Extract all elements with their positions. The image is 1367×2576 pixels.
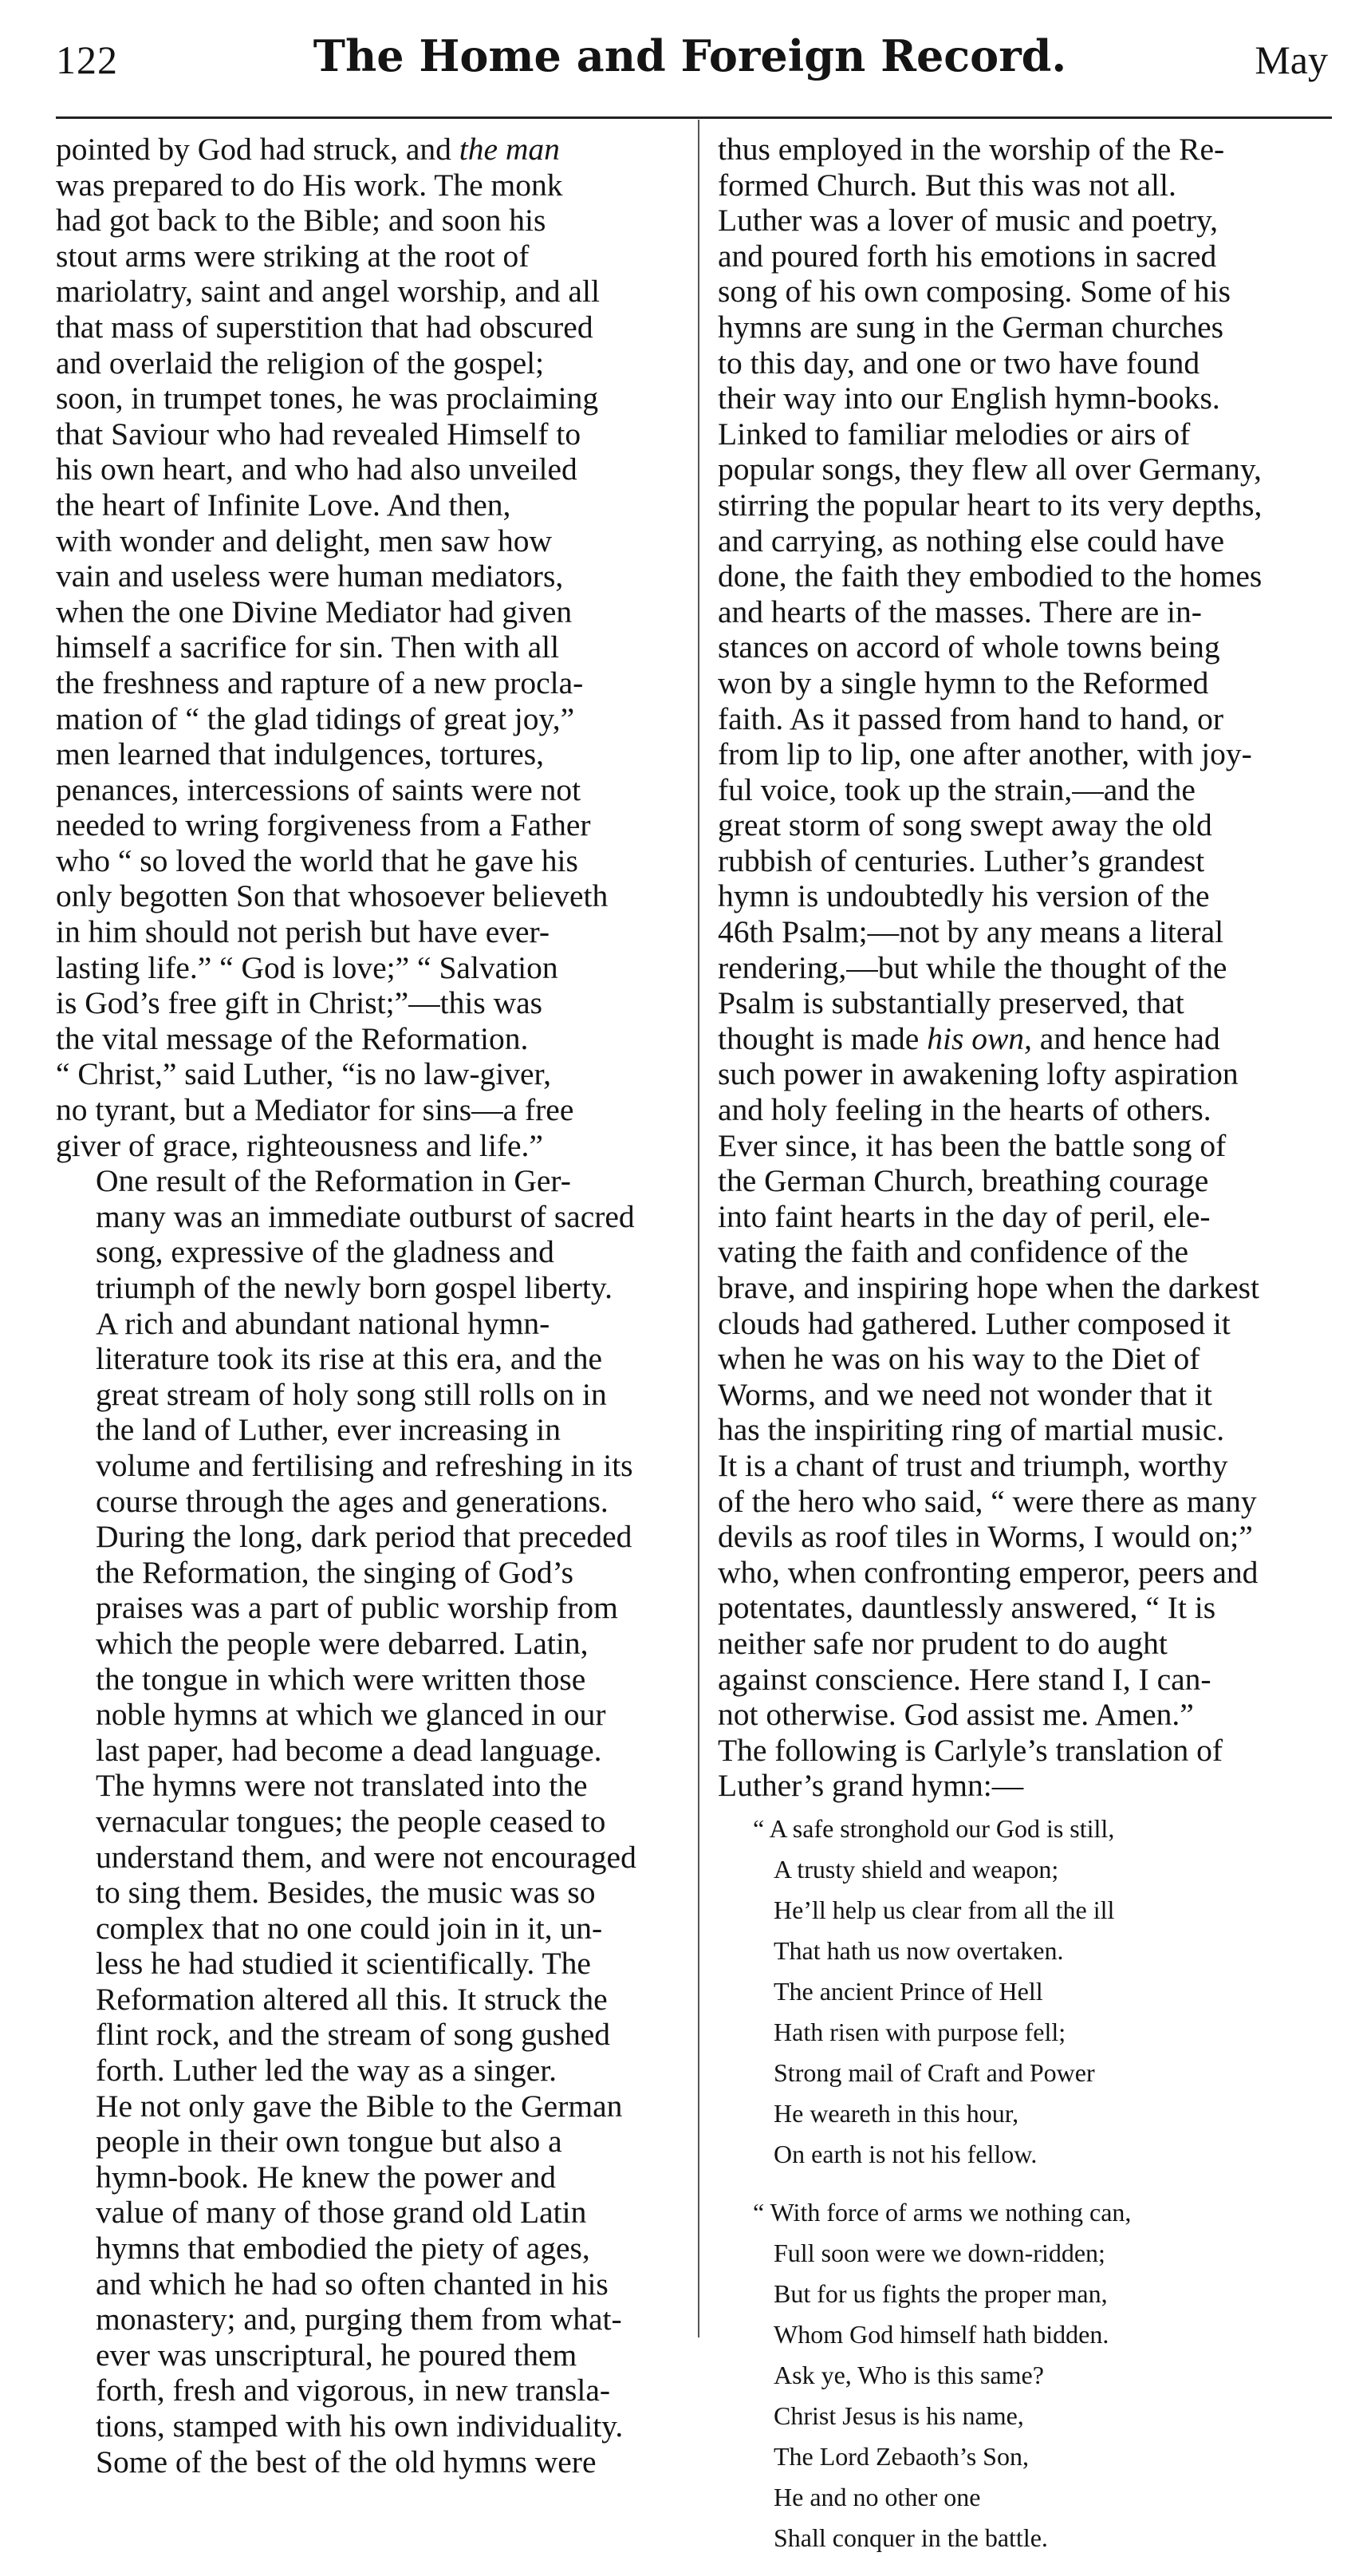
emphasis-the-man: the man	[459, 132, 560, 167]
text-line: rendering,—but while the thought of the	[718, 949, 1227, 985]
poem-stanza-1	[718, 1809, 1334, 2175]
paragraph-reformation-message	[56, 132, 678, 168]
text-line: to sing them. Besides, the music was so	[96, 1875, 596, 1911]
text-line: monastery; and, purging them from what-	[96, 2302, 622, 2337]
text-line: giver of grace, righteousness and life.”	[56, 1127, 543, 1163]
issue-month: May	[1255, 37, 1328, 82]
text-line: was prepared to do His work. The monk	[56, 167, 563, 203]
text-line: the vital message of the Reformation.	[56, 1020, 529, 1056]
text-line: hymns are sung in the German churches	[718, 309, 1224, 345]
text-line: mariolatry, saint and angel worship, and all	[56, 274, 600, 310]
poem-stanza-2	[718, 2192, 1334, 2558]
text-line: the land of Luther, ever increasing in	[96, 1412, 561, 1448]
text-line: with wonder and delight, men saw how	[56, 523, 553, 558]
text-line: great storm of song swept away the old	[718, 807, 1212, 843]
text-line: brave, and inspiring hope when the darkest	[718, 1270, 1259, 1305]
text-line: people in their own tongue but also a	[96, 2124, 562, 2160]
poem-line: Strong mail of Craft and Power	[774, 2057, 1095, 2087]
text-line: Luther was a lover of music and poetry,	[718, 203, 1219, 239]
text-line: Ever since, it has been the battle song of	[718, 1127, 1227, 1163]
poem-line: On earth is not his fellow.	[774, 2139, 1038, 2168]
text-line: against conscience. Here stand I, I can-	[718, 1661, 1211, 1697]
page-number: 122	[56, 37, 118, 82]
poem-line: Whom God himself hath bidden.	[774, 2319, 1109, 2349]
poem-line: A trusty shield and weapon;	[774, 1854, 1059, 1884]
paragraph-reformation-message-body	[56, 168, 678, 1164]
text-line: triumph of the newly born gospel liberty.	[96, 1270, 613, 1305]
text-line: During the long, dark period that preceded	[96, 1519, 632, 1555]
emphasis-his-own: his own,	[927, 1020, 1032, 1056]
poem-line: But for us fights the proper man,	[774, 2278, 1108, 2308]
text-line: hymn-book. He knew the power and	[96, 2159, 556, 2195]
text-line: men learned that indulgences, tortures,	[56, 736, 545, 772]
poem-line: Ask ye, Who is this same?	[774, 2360, 1044, 2389]
text-line: hymn is undoubtedly his version of the	[718, 878, 1210, 914]
text-line: and carrying, as nothing else could have	[718, 523, 1225, 558]
text-line: and holy feeling in the hearts of others.	[718, 1092, 1211, 1128]
text-line: song, expressive of the gladness and	[96, 1234, 554, 1270]
text-line: not otherwise. God assist me. Amen.”	[718, 1697, 1194, 1733]
text-line: Worms, and we need not wonder that it	[718, 1376, 1212, 1412]
text-line: from lip to lip, one after another, with joy-	[718, 736, 1252, 772]
text-line: into faint hearts in the day of peril, ele-	[718, 1198, 1211, 1234]
text-line: less he had studied it scientifically. The	[96, 1946, 591, 1982]
text-line: 46th Psalm;—not by any means a literal	[718, 914, 1224, 950]
poem-line: Full soon were we down-ridden;	[774, 2238, 1105, 2267]
text-line: forth. Luther led the way as a singer.	[96, 2053, 557, 2089]
text-line: devils as roof tiles in Worms, I would on;”	[718, 1519, 1253, 1555]
paragraph-luther-hymns-continued	[718, 1056, 1334, 1803]
text-line: vain and useless were human mediators,	[56, 558, 564, 594]
text-line: stirring the popular heart to its very depths,	[718, 487, 1263, 523]
text-line: One result of the Reformation in Ger-	[96, 1163, 571, 1199]
text-line: song of his own composing. Some of his	[718, 274, 1231, 310]
text-line: vating the faith and confidence of the	[718, 1234, 1189, 1270]
journal-title: The Home and Foreign Record.	[313, 30, 1067, 81]
text-line: to this day, and one or two have found	[718, 345, 1200, 381]
poem-line: He and no other one	[774, 2482, 981, 2511]
text-line: who “ so loved the world that he gave his	[56, 842, 578, 878]
text-line: potentates, dauntlessly answered, “ It is	[718, 1590, 1216, 1626]
text-line: which the people were debarred. Latin,	[96, 1625, 589, 1661]
right-column	[718, 132, 1334, 2576]
text-line: clouds had gathered. Luther composed it	[718, 1305, 1231, 1341]
text-line: hymns that embodied the piety of ages,	[96, 2231, 590, 2266]
text-line: The hymns were not translated into the	[96, 1768, 588, 1804]
poem-line: “ A safe stronghold our God is still,	[753, 1813, 1115, 1843]
text-line: who, when confronting emperor, peers and	[718, 1554, 1259, 1590]
text-line: needed to wring forgiveness from a Father	[56, 807, 591, 843]
text-line: and poured forth his emotions in sacred	[718, 238, 1217, 274]
text-line: when the one Divine Mediator had given	[56, 594, 573, 629]
text-line: Psalm is substantially preserved, that	[718, 985, 1184, 1021]
poem-line: The Lord Zebaoth’s Son,	[774, 2441, 1029, 2471]
text-line: penances, intercessions of saints were not	[56, 771, 581, 807]
text-line: last paper, had become a dead language.	[96, 1732, 602, 1768]
page-header	[56, 29, 1328, 108]
text-line: stances on accord of whole towns being	[718, 629, 1220, 665]
text-line: Linked to familiar melodies or airs of	[718, 416, 1191, 452]
text-line: Reformation altered all this. It struck the	[96, 1981, 608, 2017]
text-line: no tyrant, but a Mediator for sins—a free	[56, 1092, 574, 1128]
text-line: literature took its rise at this era, and the	[96, 1341, 603, 1377]
text-line: He not only gave the Bible to the German	[96, 2088, 623, 2124]
text-line	[718, 1021, 1334, 1057]
text-line: noble hymns at which we glanced in our	[96, 1697, 606, 1733]
text-line: popular songs, they flew all over Germany,	[718, 452, 1262, 487]
text-line: stout arms were striking at the root of	[56, 238, 530, 274]
text-line: the freshness and rapture of a new procla-	[56, 665, 584, 700]
text-fragment: thought is made	[718, 1020, 920, 1056]
text-line: understand them, and were not encouraged	[96, 1839, 636, 1875]
poem-luther-hymn	[718, 1809, 1334, 2558]
poem-line: That hath us now overtaken.	[774, 1935, 1064, 1965]
text-line: It is a chant of trust and triumph, worthy	[718, 1447, 1228, 1483]
text-line: course through the ages and generations.	[96, 1483, 609, 1519]
text-line: The following is Carlyle’s translation of	[718, 1732, 1223, 1768]
text-line: such power in awakening lofty aspiration	[718, 1056, 1239, 1092]
text-line: volume and fertilising and refreshing in its	[96, 1447, 633, 1483]
text-line: the Reformation, the singing of God’s	[96, 1554, 573, 1590]
text-line: A rich and abundant national hymn-	[96, 1305, 550, 1341]
text-line: won by a single hymn to the Reformed	[718, 665, 1209, 700]
text-line: forth, fresh and vigorous, in new transla-	[96, 2373, 610, 2408]
text-line: pointed by God had struck, and the man	[56, 132, 560, 167]
text-line: formed Church. But this was not all.	[718, 167, 1176, 203]
text-line: only begotten Son that whosoever believeth	[56, 878, 609, 914]
paragraph-sacred-song	[56, 1163, 678, 2479]
poem-line: Shall conquer in the battle.	[774, 2523, 1048, 2552]
text-line: that Saviour who had revealed Himself to	[56, 416, 581, 452]
text-line: praises was a part of public worship from	[96, 1590, 618, 1626]
text-fragment: and hence had	[1039, 1020, 1220, 1056]
text-line: when he was on his way to the Diet of	[718, 1341, 1200, 1377]
text-line: that mass of superstition that had obscured	[56, 309, 593, 345]
text-line: vernacular tongues; the people ceased to	[96, 1803, 606, 1839]
text-line: ever was unscriptural, he poured them	[96, 2337, 577, 2373]
text-line: thus employed in the worship of the Re-	[718, 132, 1225, 167]
text-line: and overlaid the religion of the gospel;	[56, 345, 545, 381]
poem-line: The ancient Prince of Hell	[774, 1976, 1043, 2006]
header-rule	[56, 116, 1332, 119]
text-line: lasting life.” “ God is love;” “ Salvation	[56, 949, 558, 985]
text-line: his own heart, and who had also unveiled	[56, 452, 577, 487]
text-line: the tongue in which were written those	[96, 1661, 586, 1697]
text-line: complex that no one could join in it, un-	[96, 1910, 603, 1946]
poem-line: Christ Jesus is his name,	[774, 2400, 1024, 2430]
text-line: had got back to the Bible; and soon his	[56, 203, 546, 239]
text-line: neither safe nor prudent to do aught	[718, 1625, 1168, 1661]
paragraph-luther-hymns	[718, 132, 1334, 1056]
text-line: rubbish of centuries. Luther’s grandest	[718, 842, 1205, 878]
text-line: done, the faith they embodied to the homes	[718, 558, 1263, 594]
text-line: Luther’s grand hymn:—	[718, 1768, 1024, 1804]
text-line: soon, in trumpet tones, he was proclaiming	[56, 381, 599, 416]
text-line: many was an immediate outburst of sacred	[96, 1198, 635, 1234]
text-line: Some of the best of the old hymns were	[96, 2444, 597, 2479]
text-line: faith. As it passed from hand to hand, or	[718, 700, 1224, 736]
text-line: and which he had so often chanted in his	[96, 2266, 609, 2302]
poem-line: He weareth in this hour,	[774, 2098, 1019, 2128]
text-line: “ Christ,” said Luther, “is no law-giver,	[56, 1056, 551, 1092]
text-line: flint rock, and the stream of song gushed	[96, 2017, 611, 2053]
text-line: the heart of Infinite Love. And then,	[56, 487, 511, 523]
text-line: ful voice, took up the strain,—and the	[718, 771, 1196, 807]
text-line: and hearts of the masses. There are in-	[718, 594, 1202, 629]
text-line: their way into our English hymn-books.	[718, 381, 1220, 416]
poem-line: He’ll help us clear from all the ill	[774, 1895, 1115, 1924]
text-line: great stream of holy song still rolls on in	[96, 1376, 607, 1412]
poem-line: Hath risen with purpose fell;	[774, 2017, 1066, 2046]
text-line: has the inspiriting ring of martial music.	[718, 1412, 1225, 1448]
text-line: mation of “ the glad tidings of great joy,”	[56, 700, 575, 736]
column-divider	[698, 120, 699, 2337]
text-line: the German Church, breathing courage	[718, 1163, 1209, 1199]
left-column	[56, 132, 678, 2479]
text-line: of the hero who said, “ were there as many	[718, 1483, 1257, 1519]
text-line: tions, stamped with his own individuality.	[96, 2408, 624, 2444]
poem-line: “ With force of arms we nothing can,	[753, 2197, 1132, 2227]
text-line: value of many of those grand old Latin	[96, 2195, 587, 2231]
text-line: in him should not perish but have ever-	[56, 914, 550, 950]
text-line: himself a sacrifice for sin. Then with all	[56, 629, 560, 665]
text-line: is God’s free gift in Christ;”—this was	[56, 985, 542, 1021]
